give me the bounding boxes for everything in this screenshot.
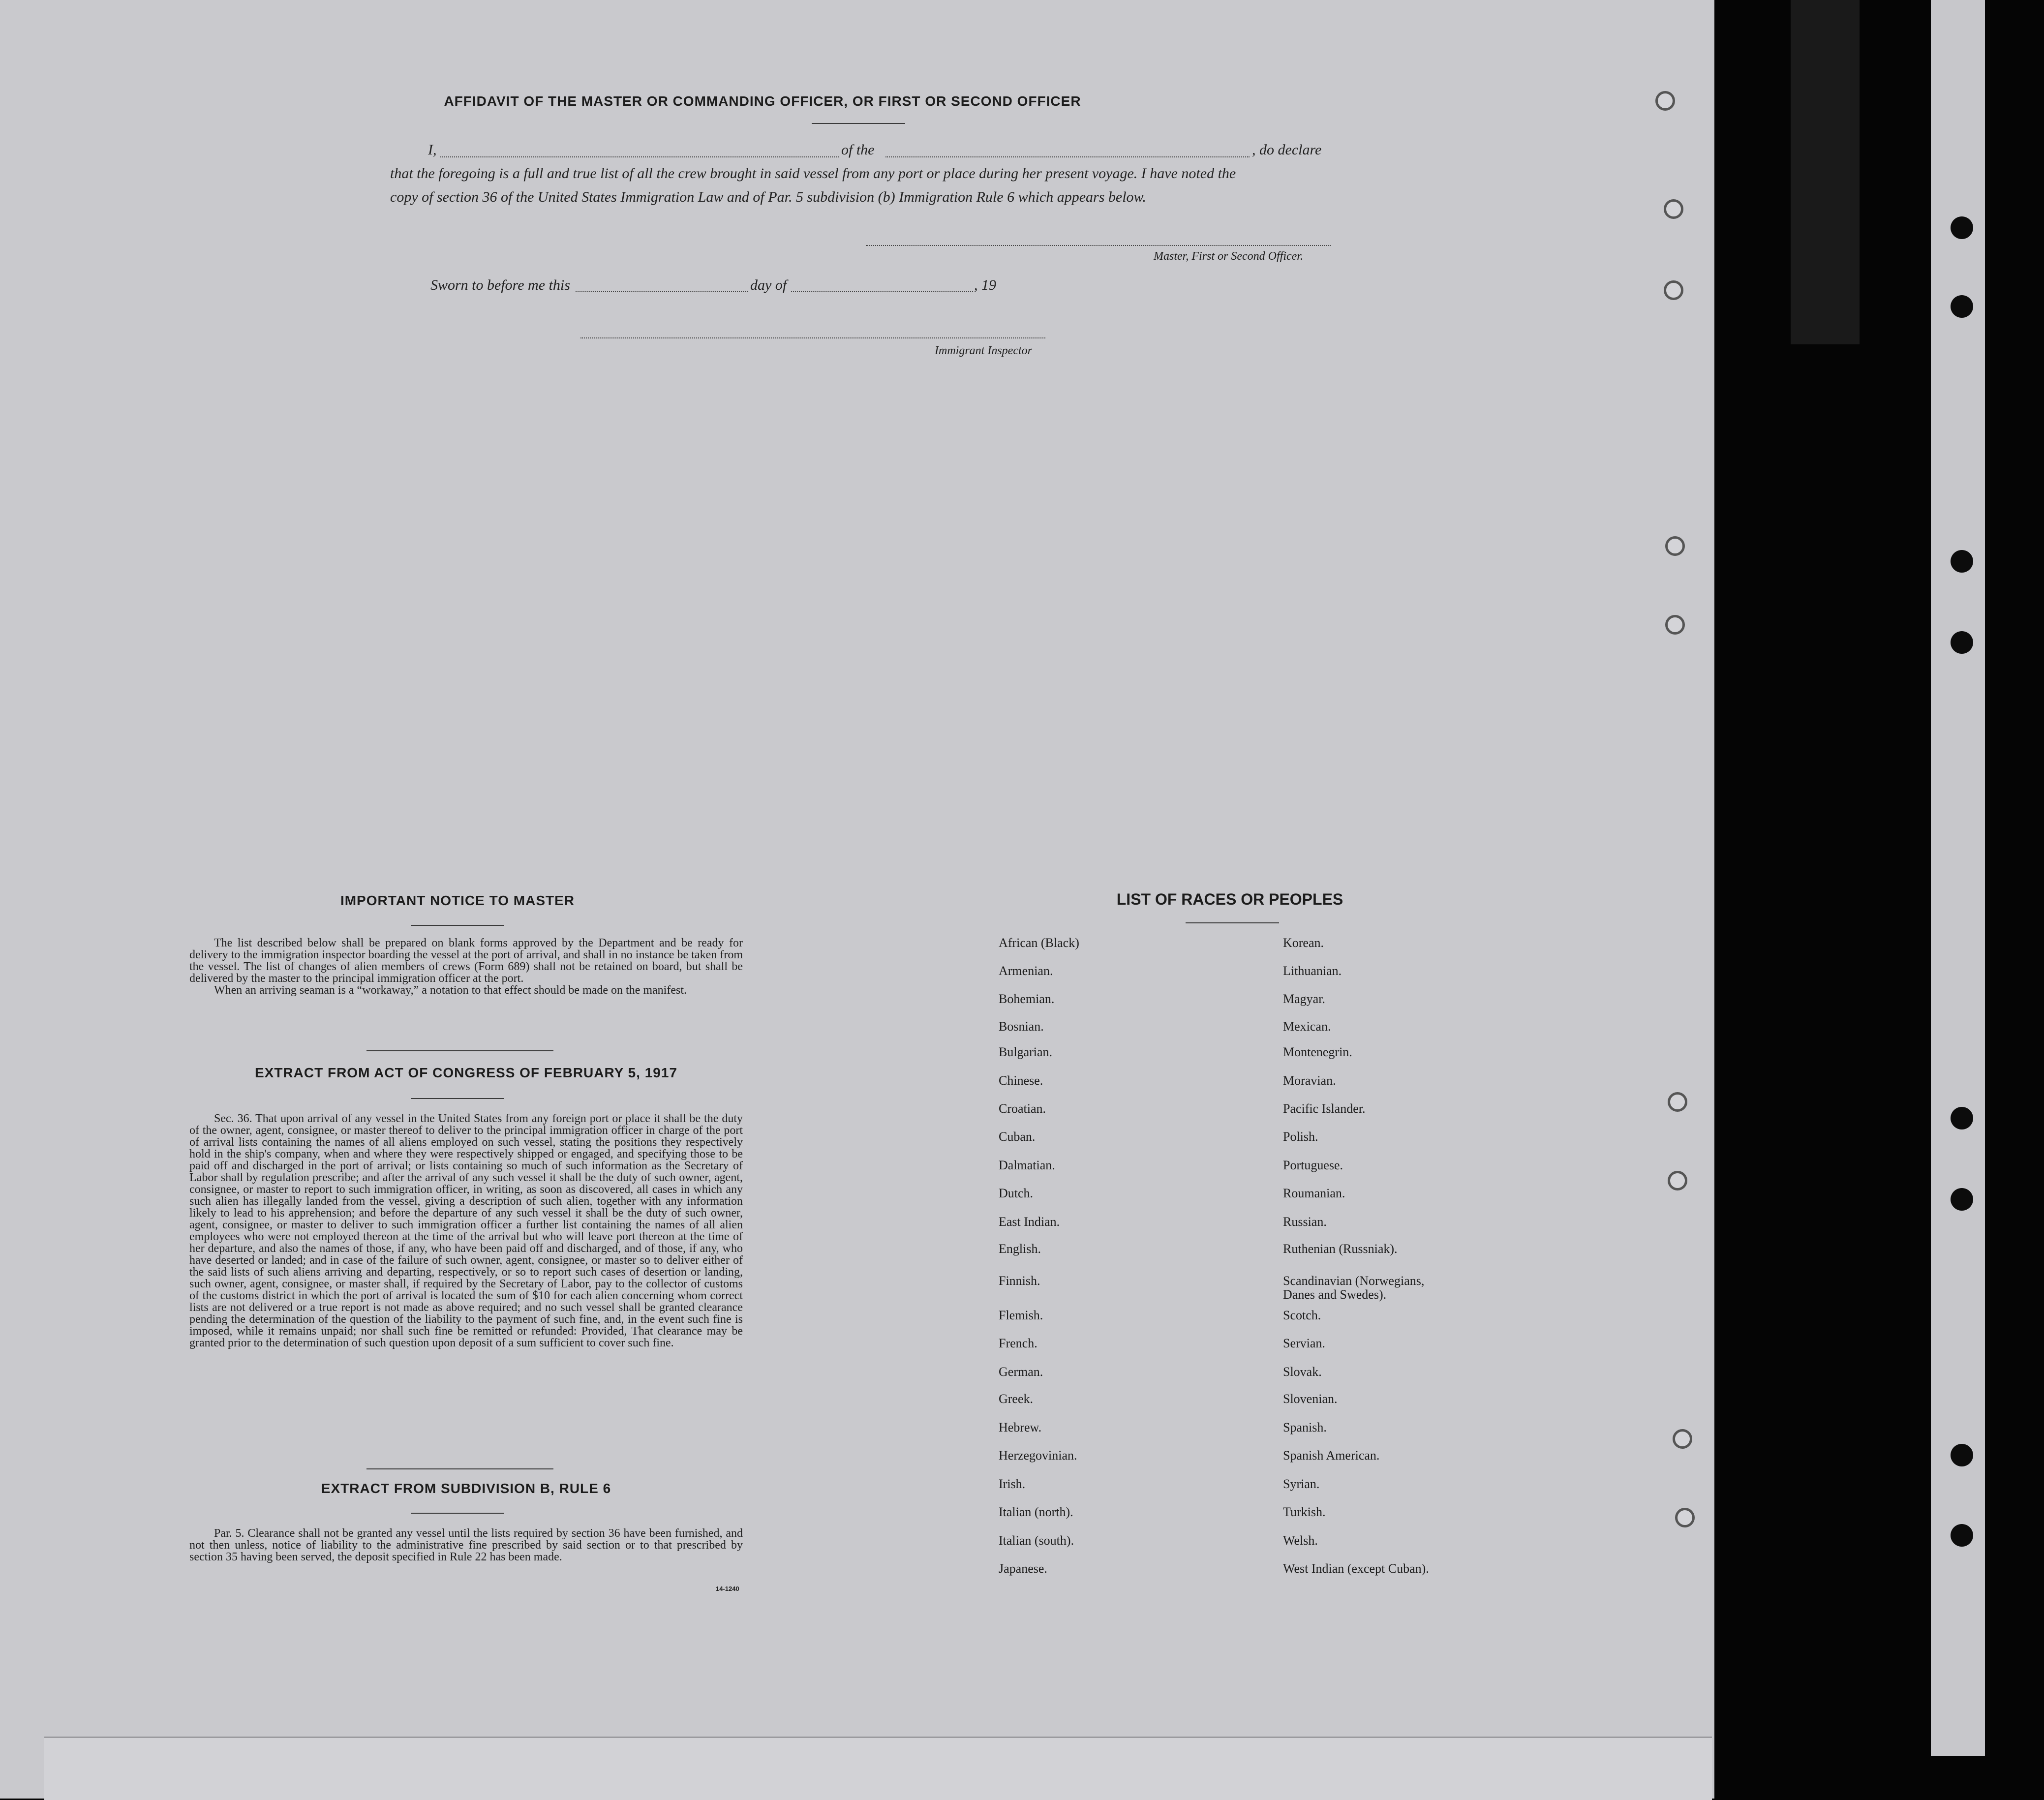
- underlying-sheet-edge: [44, 1737, 1712, 1800]
- day-of-label: day of: [750, 277, 787, 293]
- race-item: Bosnian.: [999, 1019, 1044, 1034]
- race-item: Bohemian.: [999, 992, 1055, 1006]
- race-item: Croatian.: [999, 1101, 1046, 1116]
- punch-hole: [1664, 280, 1683, 300]
- race-item: Pacific Islander.: [1283, 1101, 1366, 1116]
- race-item: Moravian.: [1283, 1073, 1336, 1088]
- race-item: Lithuanian.: [1283, 964, 1342, 978]
- race-item: Dalmatian.: [999, 1158, 1055, 1172]
- affidavit-i-label: I,: [428, 142, 437, 158]
- master-signature-label: Master, First or Second Officer.: [1154, 250, 1303, 263]
- race-item: African (Black): [999, 936, 1079, 950]
- inspector-signature-line: [580, 337, 1045, 338]
- races-divider: [1186, 922, 1279, 923]
- race-item: Spanish.: [1283, 1420, 1327, 1434]
- extract-act-title: EXTRACT FROM ACT OF CONGRESS OF FEBRUARY 5, 1917: [254, 1065, 678, 1080]
- race-item: Ruthenian (Russniak).: [1283, 1242, 1398, 1256]
- extract-rule-body: [189, 1527, 743, 1563]
- binding-hole: [1951, 631, 1973, 654]
- race-item: Japanese.: [999, 1561, 1047, 1576]
- affidavit-line-2: that the foregoing is a full and true list of all the crew brought in said vessel from any port or place during her present voyage. I have noted the: [390, 165, 1236, 182]
- race-item: Portuguese.: [1283, 1158, 1343, 1172]
- binding-hole: [1951, 1524, 1973, 1547]
- punch-hole: [1665, 615, 1685, 635]
- name-blank-line: [440, 156, 839, 157]
- race-item: French.: [999, 1336, 1037, 1350]
- race-item: Cuban.: [999, 1129, 1036, 1144]
- race-item: Chinese.: [999, 1073, 1043, 1088]
- extract-act-body: [189, 1113, 743, 1349]
- race-item: East Indian.: [999, 1215, 1060, 1229]
- race-item: Roumanian.: [1283, 1186, 1345, 1200]
- year-label: , 19: [974, 277, 996, 293]
- race-item: German.: [999, 1365, 1043, 1379]
- binding-hole: [1951, 216, 1973, 239]
- binding-hole: [1951, 1444, 1973, 1466]
- punch-hole: [1675, 1508, 1695, 1527]
- punch-hole: [1664, 199, 1683, 219]
- race-item: Servian.: [1283, 1336, 1325, 1350]
- race-item: English.: [999, 1242, 1041, 1256]
- race-item: Slovenian.: [1283, 1392, 1338, 1406]
- race-item: Hebrew.: [999, 1420, 1042, 1434]
- race-item: Herzegovinian.: [999, 1448, 1077, 1463]
- race-item: Armenian.: [999, 964, 1053, 978]
- race-item: Syrian.: [1283, 1477, 1320, 1491]
- race-item: Welsh.: [1283, 1533, 1318, 1548]
- race-item: Flemish.: [999, 1308, 1043, 1322]
- race-item: Bulgarian.: [999, 1045, 1053, 1059]
- binding-hole: [1951, 1107, 1973, 1129]
- rule-paragraph: Par. 5. Clearance shall not be granted any vessel until the lists required by section 36 have been furnished, and not then unless, notice of liability to the administrative fine prescribed by said section or to that prescribed by section 35 having been served, the deposit specified in Rule 22 has been made.: [189, 1527, 743, 1563]
- race-item: Turkish.: [1283, 1505, 1326, 1519]
- race-item: Magyar.: [1283, 992, 1325, 1006]
- races-title: LIST OF RACES OR PEOPLES: [1116, 890, 1343, 908]
- sworn-label: Sworn to before me this: [430, 277, 570, 293]
- race-item: Greek.: [999, 1392, 1034, 1406]
- race-item: Italian (north).: [999, 1505, 1073, 1519]
- extract-rule-divider: [411, 1513, 504, 1514]
- punch-hole: [1668, 1092, 1687, 1112]
- extract-act-divider: [411, 1098, 504, 1099]
- notice-paragraph-2: When an arriving seaman is a “workaway,” a notation to that effect should be made on the manifest.: [214, 984, 687, 997]
- race-item: West Indian (except Cuban).: [1283, 1561, 1429, 1576]
- notice-body: [189, 937, 743, 996]
- race-item: Polish.: [1283, 1129, 1318, 1144]
- race-item: Dutch.: [999, 1186, 1034, 1200]
- affidavit-declare-label: , do declare: [1252, 142, 1322, 158]
- sworn-month-line: [791, 291, 973, 292]
- form-number: 14-1240: [716, 1585, 739, 1592]
- race-item: Korean.: [1283, 936, 1324, 950]
- inspector-signature-label: Immigrant Inspector: [935, 344, 1032, 357]
- punch-hole: [1655, 91, 1675, 111]
- race-item: Montenegrin.: [1283, 1045, 1352, 1059]
- master-signature-line: [866, 245, 1331, 246]
- binding-strip: [1931, 0, 1985, 1756]
- race-item: Irish.: [999, 1477, 1026, 1491]
- race-item: Spanish American.: [1283, 1448, 1380, 1463]
- race-item: Mexican.: [1283, 1019, 1331, 1034]
- race-item: Scandinavian (Norwegians, Danes and Swedes).: [1283, 1274, 1425, 1302]
- affidavit-line-3: copy of section 36 of the United States Immigration Law and of Par. 5 subdivision (b) Immigration Rule 6 which appears below.: [390, 189, 1146, 205]
- extract-rule-title: EXTRACT FROM SUBDIVISION B, RULE 6: [321, 1481, 611, 1496]
- race-item: Scotch.: [1283, 1308, 1321, 1322]
- section-36-text: Sec. 36. That upon arrival of any vessel in the United States from any foreign port or place it shall be the duty of the owner, agent, consignee, or master thereof to deliver to the principal immigration officer in charge of the port of arrival lists containing the names of all aliens employed on such vessel, stating the positions they respectively hold in the ship's company, when and where they were respectively shipped or engaged, and specifying those to be paid off and discharged in the port of arrival; or lists containing so much of such information as the Secretary of Labor shall by regulation prescribe; and after the arrival of any such vessel it shall be the duty of such owner, agent, consignee, or master to report to such immigration officer, in writing, as soon as discovered, all cases in which any such alien has illegally landed from the vessel, giving a description of such alien, together with any information likely to lead to his apprehension; and before the departure of any such vessel it shall be the duty of such owner, agent, consignee, or master to deliver to such immigration officer a further list containing the names of all alien employees who were not employed thereon at the time of the arrival but who will leave port thereon at the time of her departure, and also the names of those, if any, who have been paid off and discharged, and of those, if any, who have deserted or landed; and in case of the failure of such owner, agent, consignee, or master so to deliver either of the said lists of such aliens arriving and departing, respectively, or so to report such cases of desertion or landing, such owner, agent, consignee, or master shall, if required by the Secretary of Labor, pay to the collector of customs of the customs district in which the port of arrival is located the sum of $10 for each alien concerning whom correct lists are not delivered or a true report is not made as above required; and no such vessel shall be granted clearance pending the determination of the question of the liability to the payment of such fine, and, in the event such fine is imposed, while it remains unpaid; nor shall such fine be remitted or refunded: Provided, That clearance may be granted prior to the determination of such question upon deposit of a sum sufficient to cover such fine.: [189, 1112, 743, 1349]
- sworn-day-line: [576, 291, 748, 292]
- race-item: Italian (south).: [999, 1533, 1074, 1548]
- notice-divider: [411, 925, 504, 926]
- punch-hole: [1668, 1171, 1687, 1190]
- binding-shadow: [1791, 0, 1860, 344]
- title-divider: [812, 123, 905, 124]
- binding-hole: [1951, 295, 1973, 318]
- affidavit-of-label: of the: [841, 142, 875, 158]
- binding-hole: [1951, 1188, 1973, 1211]
- race-item: Slovak.: [1283, 1365, 1322, 1379]
- section-divider: [366, 1050, 553, 1051]
- race-item: Finnish.: [999, 1274, 1040, 1288]
- race-item: Russian.: [1283, 1215, 1327, 1229]
- affidavit-title: AFFIDAVIT OF THE MASTER OR COMMANDING OFFICER, OR FIRST OR SECOND OFFICER: [444, 93, 1081, 109]
- section-divider-2: [366, 1468, 553, 1469]
- binding-hole: [1951, 550, 1973, 573]
- vessel-blank-line: [885, 156, 1250, 157]
- notice-title: IMPORTANT NOTICE TO MASTER: [340, 893, 575, 908]
- punch-hole: [1665, 536, 1685, 556]
- punch-hole: [1673, 1429, 1692, 1449]
- notice-paragraph-1: The list described below shall be prepared on blank forms approved by the Department and be ready for delivery to the immigration inspector boarding the vessel at the port of arrival, and shall in no instance be taken from the vessel. The list of changes of alien members of crews (Form 689) shall not be retained on board, but shall be delivered by the master to the principal immigration officer at the port.: [189, 937, 743, 985]
